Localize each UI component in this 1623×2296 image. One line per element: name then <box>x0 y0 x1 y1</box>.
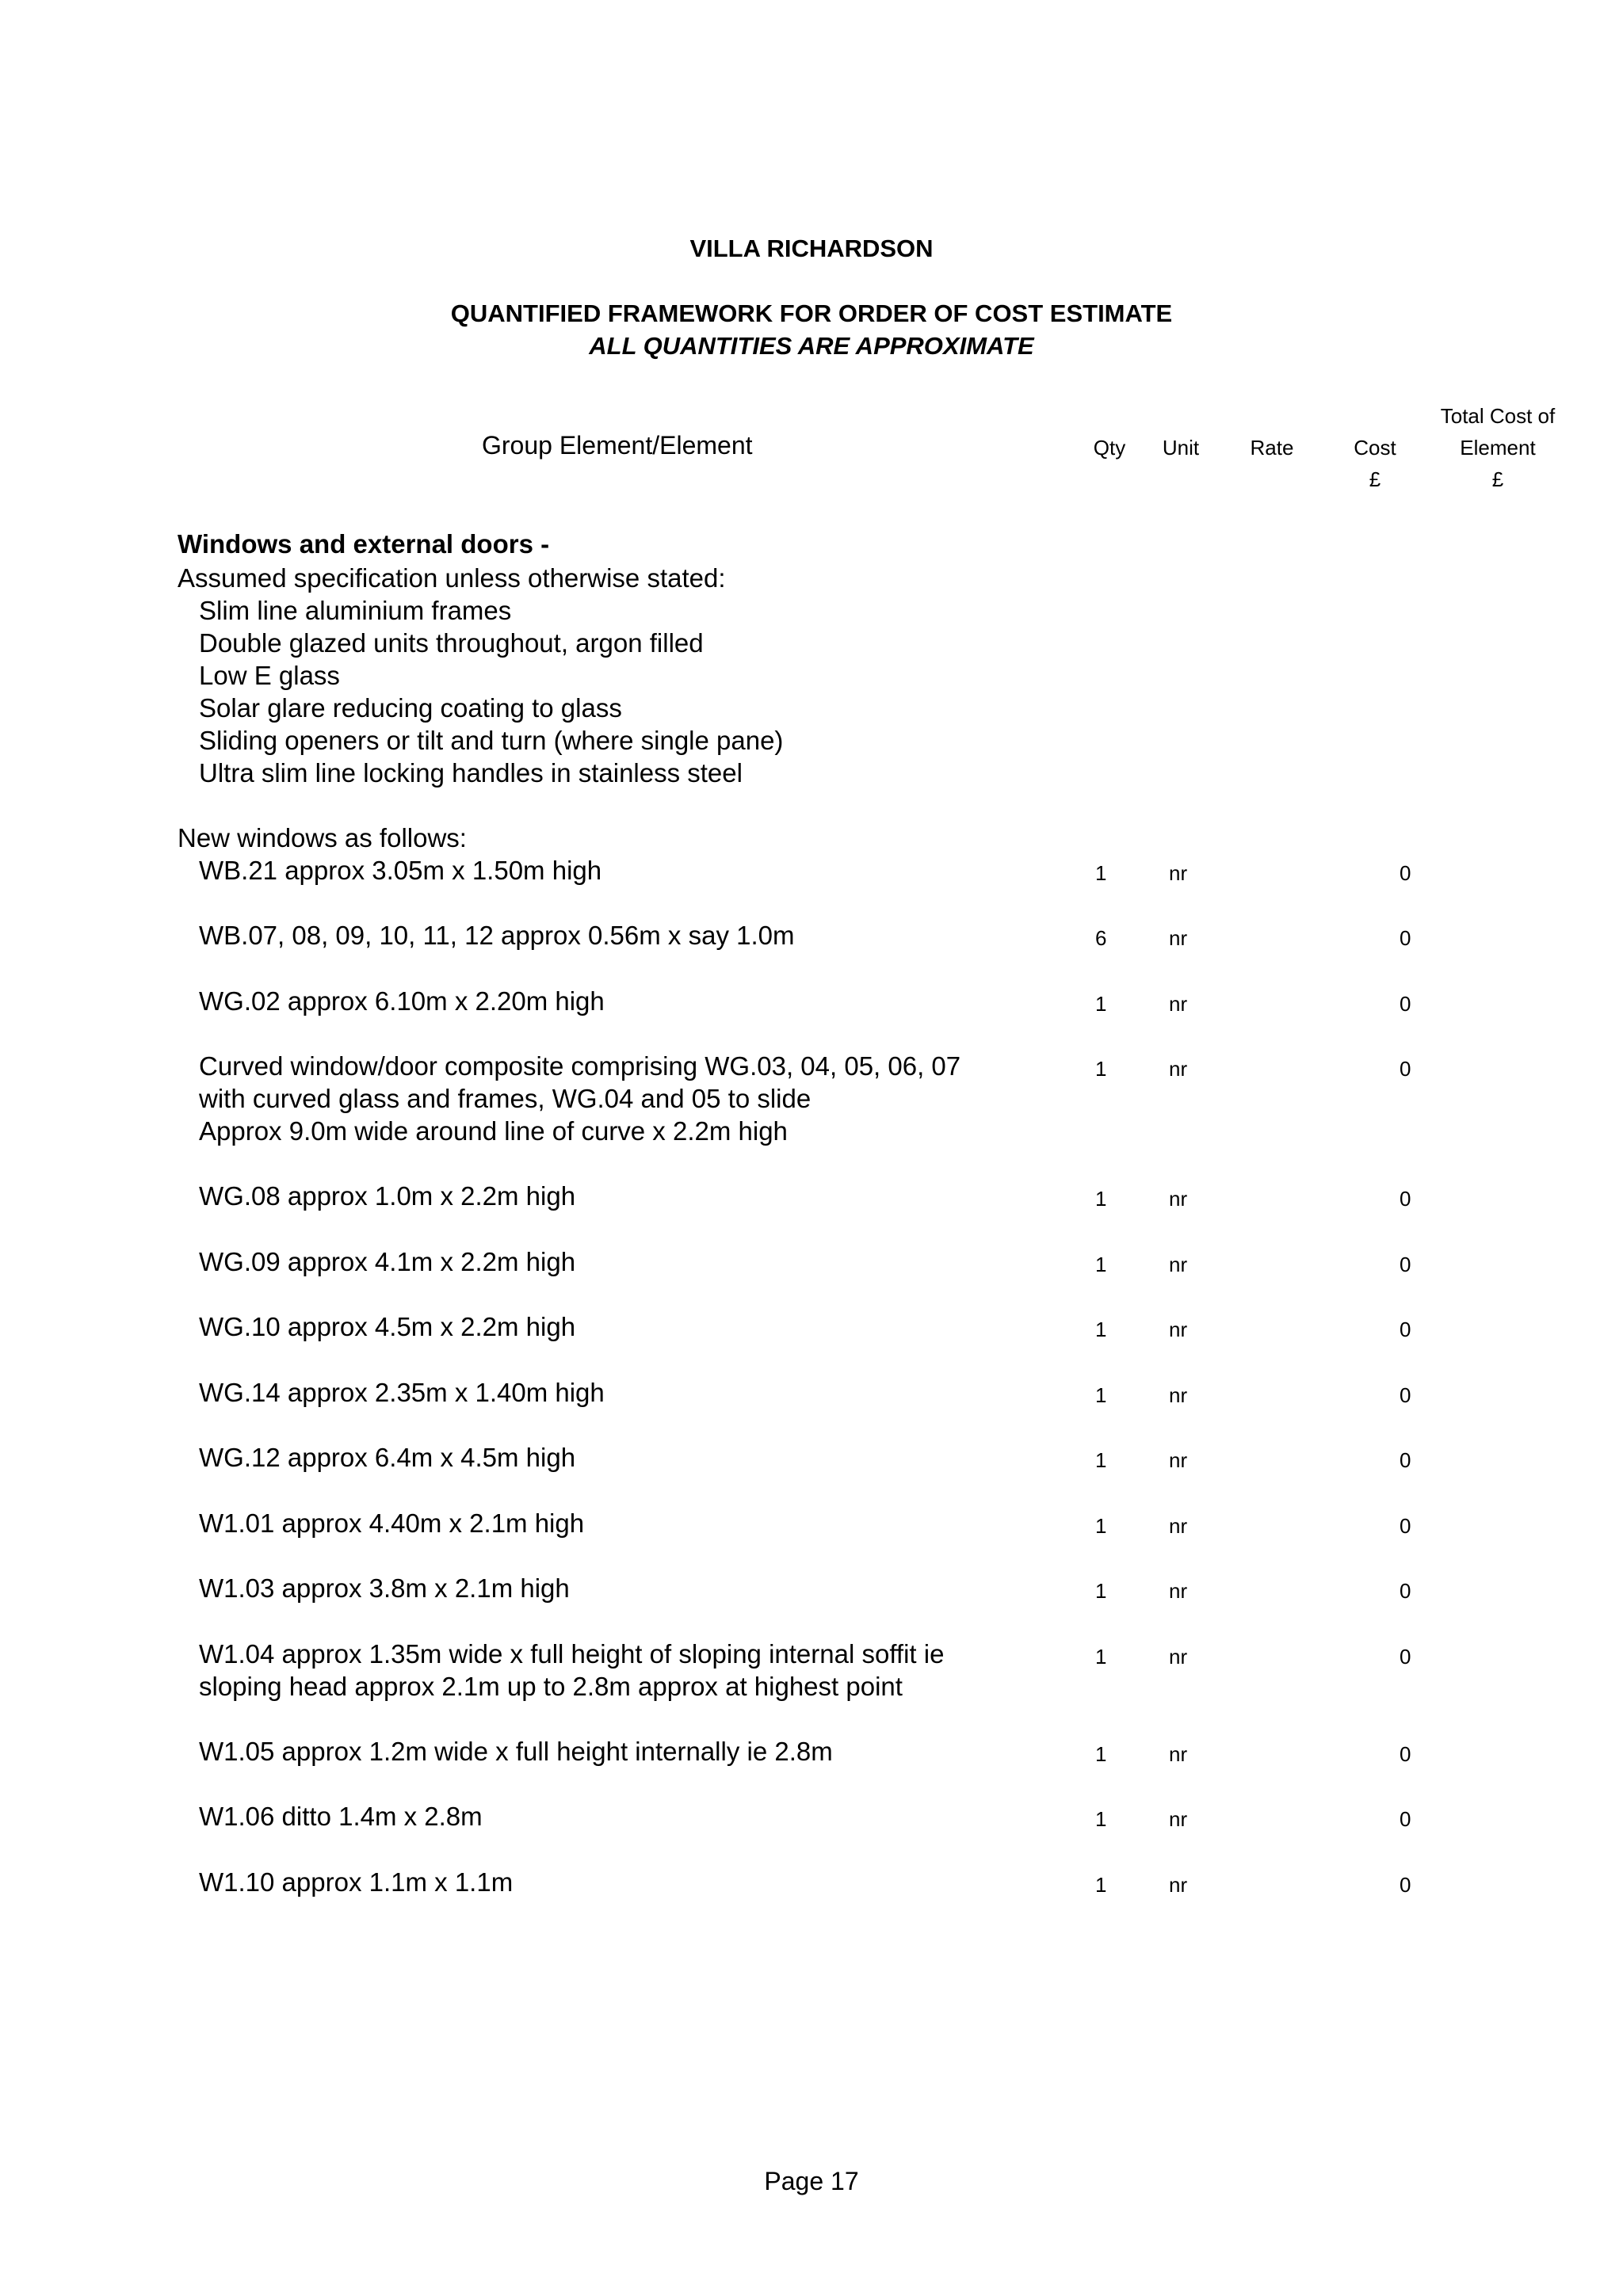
section-heading: Windows and external doors - <box>178 529 550 559</box>
item-description: Curved window/door composite comprising WG.03, 04, 05, 06, 07 <box>199 1051 961 1081</box>
item-qty: 1 <box>1095 1187 1107 1211</box>
item-qty: 6 <box>1095 926 1107 950</box>
item-qty: 1 <box>1095 1807 1107 1831</box>
item-description: sloping head approx 2.1m up to 2.8m approx at highest point <box>199 1672 903 1701</box>
item-description: WB.07, 08, 09, 10, 11, 12 approx 0.56m x say 1.0m <box>199 921 795 950</box>
column-header-cost-currency: £ <box>1369 467 1381 491</box>
column-header-cost: Cost <box>1354 436 1396 460</box>
item-unit: nr <box>1169 1253 1188 1276</box>
item-unit: nr <box>1169 1318 1188 1341</box>
item-qty: 1 <box>1095 1057 1107 1081</box>
item-qty: 1 <box>1095 1318 1107 1341</box>
spec-intro: Assumed specification unless otherwise stated: <box>178 563 726 593</box>
item-unit: nr <box>1169 1383 1188 1407</box>
item-unit: nr <box>1169 1579 1188 1603</box>
item-unit: nr <box>1169 1057 1188 1081</box>
item-cost: 0 <box>1400 1383 1411 1407</box>
item-unit: nr <box>1169 1807 1188 1831</box>
column-header-unit: Unit <box>1162 436 1200 460</box>
item-cost: 0 <box>1400 1645 1411 1669</box>
item-cost: 0 <box>1400 992 1411 1016</box>
spec-item: Sliding openers or tilt and turn (where single pane) <box>199 726 784 755</box>
item-description: W1.04 approx 1.35m wide x full height of sloping internal soffit ie <box>199 1639 945 1669</box>
item-description: W1.01 approx 4.40m x 2.1m high <box>199 1508 585 1538</box>
column-header-element: Group Element/Element <box>482 431 753 460</box>
item-qty: 1 <box>1095 1579 1107 1603</box>
item-qty: 1 <box>1095 1873 1107 1897</box>
item-description: WG.14 approx 2.35m x 1.40m high <box>199 1378 605 1407</box>
item-unit: nr <box>1169 1187 1188 1211</box>
item-cost: 0 <box>1400 1057 1411 1081</box>
item-cost: 0 <box>1400 1448 1411 1472</box>
item-qty: 1 <box>1095 1645 1107 1669</box>
item-description: WB.21 approx 3.05m x 1.50m high <box>199 856 602 885</box>
column-header-qty: Qty <box>1093 436 1126 460</box>
item-unit: nr <box>1169 1873 1188 1897</box>
item-description: W1.06 ditto 1.4m x 2.8m <box>199 1802 483 1831</box>
item-qty: 1 <box>1095 861 1107 885</box>
item-description: W1.03 approx 3.8m x 2.1m high <box>199 1573 570 1603</box>
item-cost: 0 <box>1400 1807 1411 1831</box>
item-unit: nr <box>1169 861 1188 885</box>
column-header-rate: Rate <box>1250 436 1294 460</box>
item-description: WG.10 approx 4.5m x 2.2m high <box>199 1312 576 1341</box>
item-cost: 0 <box>1400 1873 1411 1897</box>
item-cost: 0 <box>1400 1253 1411 1276</box>
item-qty: 1 <box>1095 992 1107 1016</box>
spec-item: Slim line aluminium frames <box>199 596 512 625</box>
item-cost: 0 <box>1400 1579 1411 1603</box>
item-description: Approx 9.0m wide around line of curve x 2.2m high <box>199 1116 788 1146</box>
item-cost: 0 <box>1400 926 1411 950</box>
document-subtitle: QUANTIFIED FRAMEWORK FOR ORDER OF COST ESTIMATE <box>450 299 1173 327</box>
item-cost: 0 <box>1400 1187 1411 1211</box>
item-cost: 0 <box>1400 861 1411 885</box>
column-header-total-currency: £ <box>1491 467 1504 491</box>
item-qty: 1 <box>1095 1742 1107 1766</box>
item-qty: 1 <box>1095 1383 1107 1407</box>
spec-item: Ultra slim line locking handles in stainless steel <box>199 758 743 788</box>
spec-item: Low E glass <box>199 661 340 690</box>
item-description: WG.08 approx 1.0m x 2.2m high <box>199 1181 576 1211</box>
item-qty: 1 <box>1095 1253 1107 1276</box>
item-qty: 1 <box>1095 1448 1107 1472</box>
item-unit: nr <box>1169 1448 1188 1472</box>
item-cost: 0 <box>1400 1514 1411 1538</box>
document-subtitle-note: ALL QUANTITIES ARE APPROXIMATE <box>589 332 1034 360</box>
item-description: W1.10 approx 1.1m x 1.1m <box>199 1867 514 1897</box>
item-description: WG.12 approx 6.4m x 4.5m high <box>199 1443 576 1472</box>
item-unit: nr <box>1169 926 1188 950</box>
item-description: with curved glass and frames, WG.04 and 05 to slide <box>199 1084 812 1113</box>
column-header-total-line2: Element <box>1460 436 1536 460</box>
spec-item: Solar glare reducing coating to glass <box>199 693 622 723</box>
item-unit: nr <box>1169 1514 1188 1538</box>
item-cost: 0 <box>1400 1318 1411 1341</box>
spec-item: Double glazed units throughout, argon filled <box>199 628 704 658</box>
item-cost: 0 <box>1400 1742 1411 1766</box>
item-description: WG.09 approx 4.1m x 2.2m high <box>199 1247 576 1276</box>
item-unit: nr <box>1169 1742 1188 1766</box>
item-qty: 1 <box>1095 1514 1107 1538</box>
item-description: WG.02 approx 6.10m x 2.20m high <box>199 986 605 1016</box>
document-title: VILLA RICHARDSON <box>689 235 934 262</box>
item-description: W1.05 approx 1.2m wide x full height internally ie 2.8m <box>199 1737 833 1766</box>
page-number: Page 17 <box>764 2167 859 2195</box>
item-unit: nr <box>1169 992 1188 1016</box>
item-unit: nr <box>1169 1645 1188 1669</box>
list-intro: New windows as follows: <box>178 823 467 852</box>
column-header-total-line1: Total Cost of <box>1440 404 1556 428</box>
